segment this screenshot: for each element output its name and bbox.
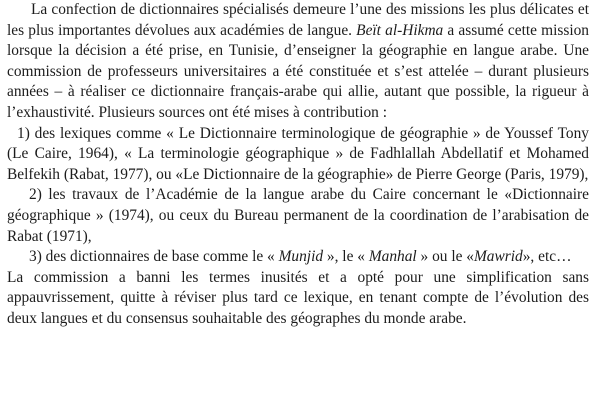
- intro-text-part2: a assumé cette mission lorsque la décision a été prise, en Tunisie, d’enseigner la géographie en langue arabe. Une commission de professeurs universitaires a été constituée et s’est attelée – durant plusieurs années – à réaliser ce dictionnaire français-arabe qui allie, autant que possible, la rigueur à l’exhaustivité. Plusieurs sources ont été mises à contribution :: [7, 21, 590, 121]
- dictionary-mawrid: Mawrid: [473, 248, 523, 266]
- intro-paragraph: [7, 0, 589, 124]
- item3-text-part2: », le «: [323, 248, 369, 266]
- conclusion-paragraph: La commission a banni les termes inusités et a opté pour une simplification sans appauvrissement, quitte à réviser plus tard ce lexique, en tenant compte de l’évolution des deux langues et du consensus souhaitable des géographes du monde arabe.: [7, 268, 589, 327]
- document-page: [7, 0, 589, 330]
- source-item-3: [7, 247, 589, 268]
- dictionary-munjid: Munjid: [278, 248, 324, 266]
- dictionary-manhal: Manhal: [368, 248, 417, 266]
- item3-text-part3: » ou le «: [416, 248, 474, 266]
- source-item-2: 2) les travaux de l’Académie de la langue arabe du Caire concernant le «Dictionnaire géographique » (1974), ou ceux du Bureau permanent de la coordination de l’arabisation de Rabat (1971),: [7, 186, 589, 245]
- institution-name: Beït al-Hikma: [356, 21, 444, 39]
- item3-text-part1: 3) des dictionnaires de base comme le «: [29, 248, 279, 266]
- intro-text-part1: La confection de dictionnaires spécialisés demeure l’une des missions les plus délicates et les plus importantes dévolues aux académies de langue.: [7, 1, 589, 39]
- item3-text-part4: », etc…: [522, 248, 572, 266]
- source-item-1: 1) des lexiques comme « Le Dictionnaire terminologique de géographie » de Youssef Tony (Le Caire, 1964), « La terminologie géographique » de Fadhlallah Abdellatif et Mohamed Belfekih (Rabat, 1977), ou «Le Dictionnaire de la géographie» de Pierre George (Paris, 1979),: [7, 124, 589, 183]
